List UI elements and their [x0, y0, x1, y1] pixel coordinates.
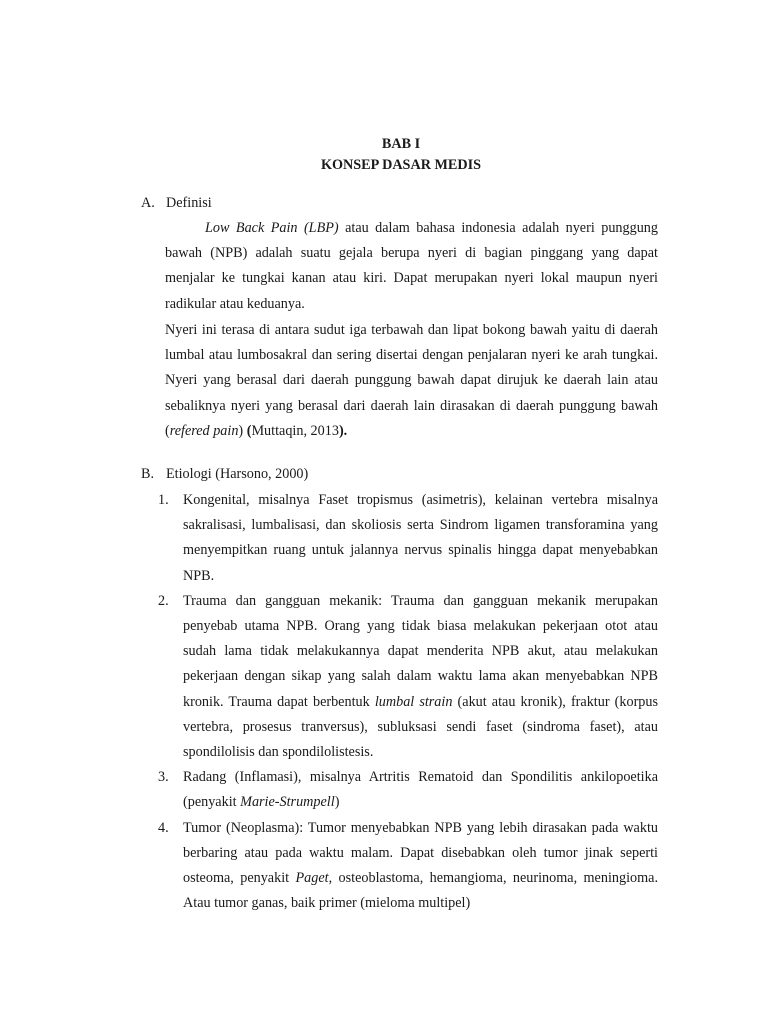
refered-pain-term: refered pain [169, 422, 239, 439]
item-3-text-after: ) [334, 794, 340, 811]
lbp-term: Low Back Pain (LBP) [205, 220, 339, 236]
section-a-title: Definisi [166, 195, 212, 211]
definition-text-1: atau dalam bahasa indonesia adalah nyeri punggung bawah (NPB) adalah suatu gejala berupa nyeri di bagian pinggang yang dapat menjalar ke tungkai kanan atau kiri. Dapat merupakan nyeri lokal maupun nyeri radikular atau keduanya. [165, 220, 658, 312]
item-4-text-after: , osteoblastoma, hemangioma, neurinoma, meningioma. Atau tumor ganas, baik primer (mieloma multipel) [183, 870, 658, 912]
list-item [0, 765, 768, 815]
item-3-text: Radang (Inflamasi), misalnya Artritis Rematoid dan Spondilitis ankilopoetika (penyakit [183, 769, 658, 811]
lumbal-strain-term: lumbal strain [374, 693, 453, 710]
item-1-text: Kongenital, misalnya Faset tropismus (asimetris), kelainan vertebra misalnya sakralisasi, lumbalisasi, dan skoliosis serta Sindrom ligamen transforamina yang menyempitkan ruang untuk jalannya nervus spinalis hingga dapat menyebabkan NPB. [183, 492, 658, 584]
list-item-text [183, 816, 658, 917]
list-item-text [183, 589, 658, 765]
marie-strumpell-term: Marie-Strumpell [240, 794, 335, 811]
section-a-heading [141, 191, 212, 215]
definition-text-2: Nyeri ini terasa di antara sudut iga terbawah dan lipat bokong bawah yaitu di daerah lumbal atau lumbosakral dan sering disertai dengan penjalaran nyeri ke arah tungkai. Nyeri yang berasal dari daerah punggung bawah dapat dirujuk ke daerah lain atau sebaliknya nyeri yang berasal dari daerah lain dirasakan di daerah punggung bawah ( [165, 322, 658, 439]
citation-open-paren: ( [246, 422, 252, 439]
item-2-text: Trauma dan gangguan mekanik: Trauma dan gangguan mekanik merupakan penyebab utama NPB. Orang yang tidak biasa melakukan pekerjaan otot atau sudah lama tidak melakukannya dapat menderita NPB akut, atau melakukan pekerjaan dengan sikap yang salah dalam waktu lama akan menyebabkan NPB kronik. Trauma dapat berbentuk [183, 592, 658, 710]
citation-close: ). [338, 422, 348, 439]
list-number: 1. [158, 492, 169, 508]
list-number: 4. [158, 819, 169, 836]
paget-term: Paget [295, 870, 329, 887]
list-number: 3. [158, 769, 169, 786]
definition-paragraph-1 [165, 216, 658, 317]
list-item [0, 488, 768, 589]
citation: Muttaqin, 2013 [251, 422, 339, 439]
list-item [0, 589, 768, 765]
etiology-list [0, 488, 768, 916]
list-number: 2. [158, 592, 169, 609]
definition-text-2-after: ) [238, 422, 247, 439]
section-b-letter: B. [141, 466, 155, 482]
item-4-text: Tumor (Neoplasma): Tumor menyebabkan NPB yang lebih dirasakan pada waktu berbaring atau pada waktu malam. Dapat disebabkan oleh tumor jinak seperti osteoma, penyakit [183, 819, 658, 887]
list-item [0, 816, 768, 917]
list-item-text [183, 765, 658, 815]
section-a-letter: A. [141, 195, 155, 211]
section-b-title: Etiologi (Harsono, 2000) [166, 466, 309, 482]
section-b-heading [141, 462, 308, 486]
list-item-text [183, 488, 658, 589]
definition-paragraph-2 [165, 318, 658, 444]
item-2-text-after: (akut atau kronik), fraktur (korpus vertebra, prosesus tranversus), subluksasi sendi faset (sindroma faset), atau spondilolisis dan spondilolistesis. [183, 693, 658, 761]
chapter-title: KONSEP DASAR MEDIS [320, 157, 482, 173]
chapter-label: BAB I [381, 136, 421, 152]
